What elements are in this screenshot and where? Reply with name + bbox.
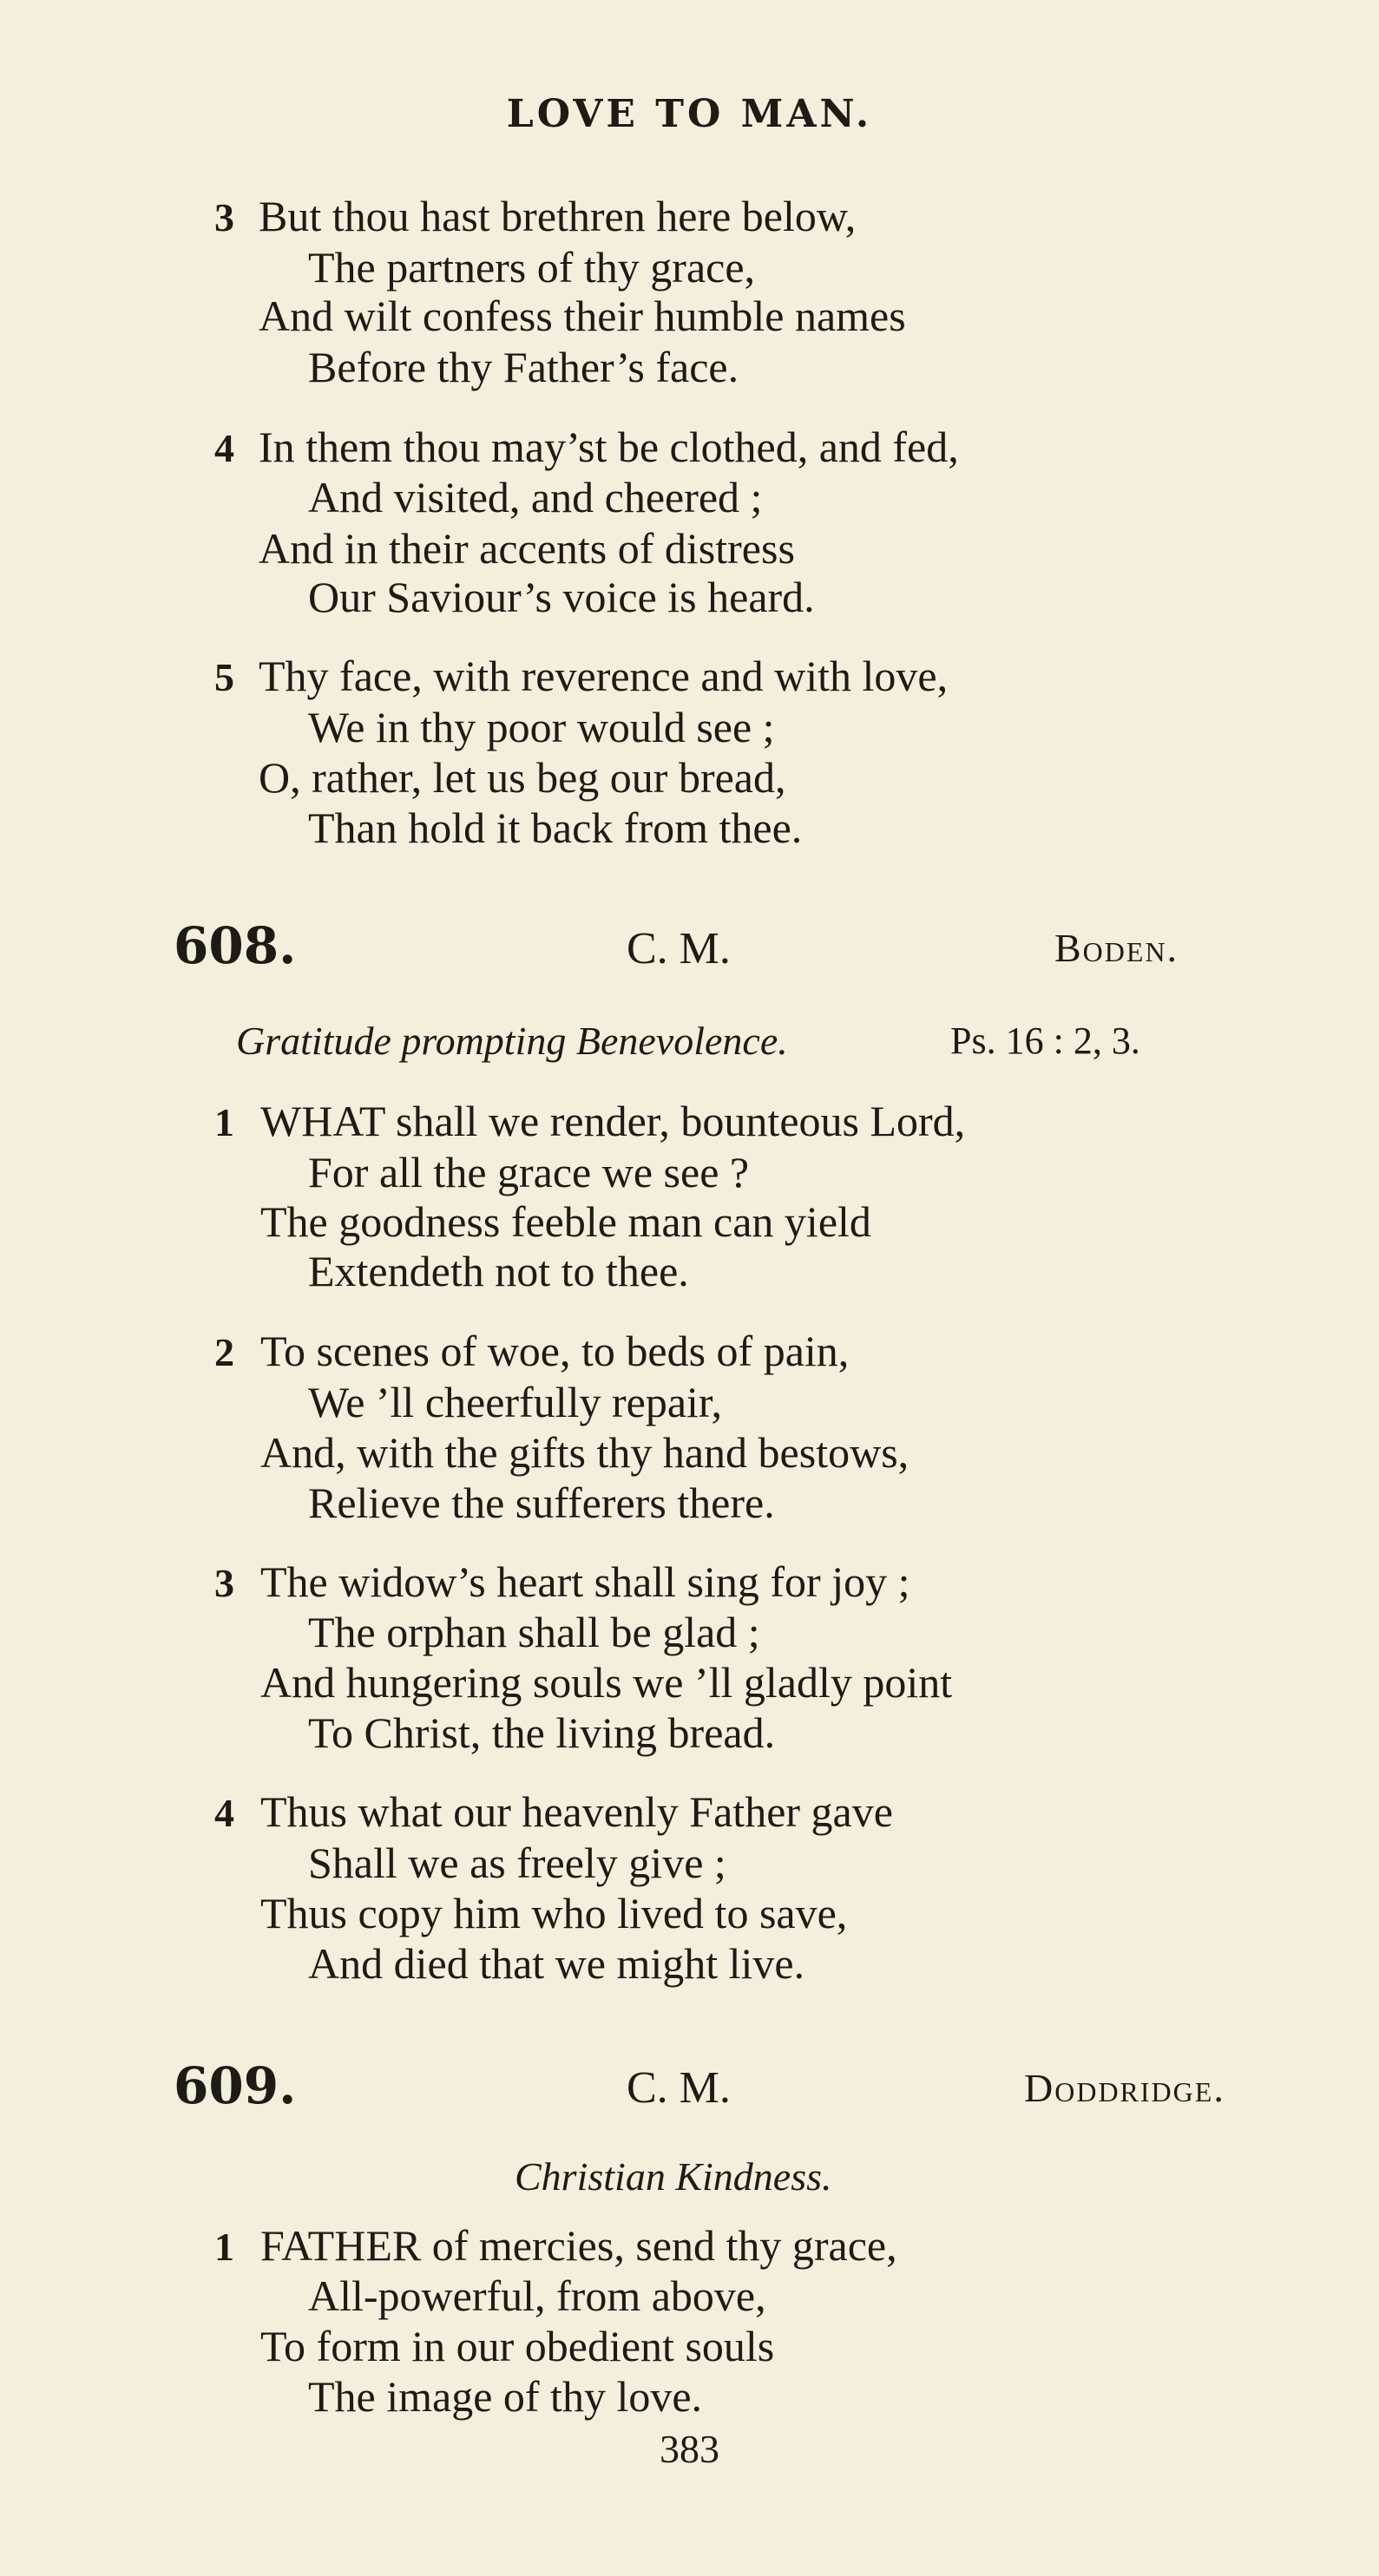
verse-line: To Christ, the living bread. [308, 1708, 776, 1757]
verse-line: The orphan shall be glad ; [308, 1608, 760, 1656]
hymn-subtitle: Gratitude prompting Benevolence. [236, 1019, 788, 1063]
verse-line: All-powerful, from above, [308, 2271, 766, 2320]
stanza-number: 1 [214, 1100, 234, 1144]
hymn-subtitle: Christian Kindness. [515, 2154, 832, 2199]
verse-line: Than hold it back from thee. [308, 803, 803, 852]
hymn-meter: C. M. [627, 2063, 731, 2113]
verse-line: To scenes of woe, to beds of pain, [260, 1327, 850, 1375]
verse-line: And died that we might live. [308, 1939, 805, 1988]
verse-line: Thy face, with reverence and with love, [259, 652, 949, 700]
stanza-number: 5 [214, 655, 234, 699]
hymn-author: Doddridge. [1024, 2066, 1225, 2110]
verse-line: But thou hast brethren here below, [259, 192, 857, 240]
verse-line: Thus what our heavenly Father gave [260, 1787, 893, 1836]
verse-line: The image of thy love. [308, 2372, 703, 2421]
verse-line: For all the grace we see ? [308, 1148, 750, 1196]
stanza-number: 2 [214, 1330, 234, 1374]
verse-line: The widow’s heart shall sing for joy ; [260, 1557, 910, 1606]
stanza-number: 4 [214, 426, 234, 470]
verse-line: Before thy Father’s face. [308, 343, 739, 391]
verse-line: FATHER of mercies, send thy grace, [260, 2221, 897, 2270]
verse-line: And hungering souls we ’ll gladly point [260, 1658, 953, 1707]
stanza-number: 3 [214, 195, 234, 239]
verse-line: The partners of thy grace, [308, 243, 756, 292]
verse-line: In them thou may’st be clothed, and fed, [259, 423, 959, 471]
running-head: LOVE TO MAN. [506, 92, 873, 136]
verse-line: And wilt confess their humble names [259, 292, 906, 340]
verse-line: And visited, and cheered ; [308, 473, 763, 521]
verse-line: We in thy poor would see ; [308, 703, 775, 751]
verse-line: To form in our obedient souls [260, 2322, 775, 2370]
stanza-number: 1 [214, 2225, 234, 2269]
stanza-number: 4 [214, 1791, 234, 1835]
page-number: 383 [660, 2427, 719, 2471]
verse-line: WHAT shall we render, bounteous Lord, [260, 1097, 966, 1145]
verse-line: Thus copy him who lived to save, [260, 1889, 848, 1937]
hymn-meter: C. M. [627, 924, 731, 973]
hymn-author: Boden. [1054, 926, 1179, 970]
verse-line: Our Saviour’s voice is heard. [308, 573, 815, 621]
verse-line: The goodness feeble man can yield [260, 1197, 871, 1246]
stanza-number: 3 [214, 1561, 234, 1605]
verse-line: Shall we as freely give ; [308, 1839, 726, 1887]
hymn-number: 608. [174, 916, 297, 975]
verse-line: And in their accents of distress [259, 524, 795, 573]
scripture-reference: Ps. 16 : 2, 3. [950, 1019, 1140, 1062]
verse-line: And, with the gifts thy hand bestows, [260, 1428, 909, 1477]
verse-line: We ’ll cheerfully repair, [308, 1378, 723, 1426]
verse-line: Relieve the sufferers there. [308, 1478, 775, 1527]
verse-line: O, rather, let us beg our bread, [259, 753, 786, 802]
verse-line: Extendeth not to thee. [308, 1247, 689, 1295]
hymn-number: 609. [174, 2056, 297, 2115]
